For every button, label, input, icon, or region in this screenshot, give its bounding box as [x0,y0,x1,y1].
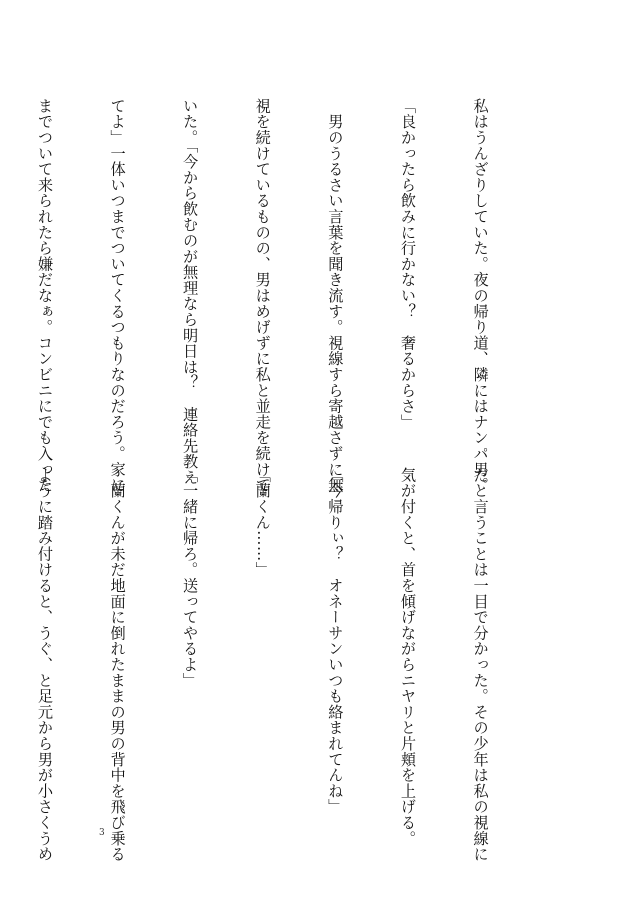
text-line: 蘭くんが未だ地面に倒れたままの男の背中を飛び乗る [108,467,127,862]
page-number: 3 [99,828,105,838]
text-block-top [35,98,541,493]
text-line: てよ」一体いつまでついてくるつもりなのだろう。家に [108,98,127,493]
text-line: 男のうるさい言葉を聞き流す。視線すら寄越さずに無 [326,98,345,493]
text-line: までついて来られたら嫌だなぁ。コンビニにでも入った [35,98,54,493]
text-line: ように踏み付けると、うぐ、と足元から男が小さくうめ [35,467,54,862]
text-line: 視を続けているものの、男はめげずに私と並走を続けて [253,98,272,493]
text-line: 私はうんざりしていた。夜の帰り道、隣にはナンパ男。 [471,98,490,493]
text-line: 気が付くと、首を傾げながらニヤリと片頬を上げる。 [398,467,417,847]
text-line: 「一緒に帰ろ。送ってやるよ」 [181,467,200,689]
text-line: 「今帰りぃ？ オネーサンいつも絡まれてんね」 [326,467,345,815]
text-line: いた。「今から飲むのが無理なら明日は？ 連絡先教え [181,98,200,486]
text-line: 「蘭くん……」 [253,467,272,578]
text-line: だと言うことは一目で分かった。その少年は私の視線に [471,467,490,862]
text-line: 「良かったら飲みに行かない？ 奢るからさ」 [398,98,417,430]
text-block-bottom [35,467,541,862]
